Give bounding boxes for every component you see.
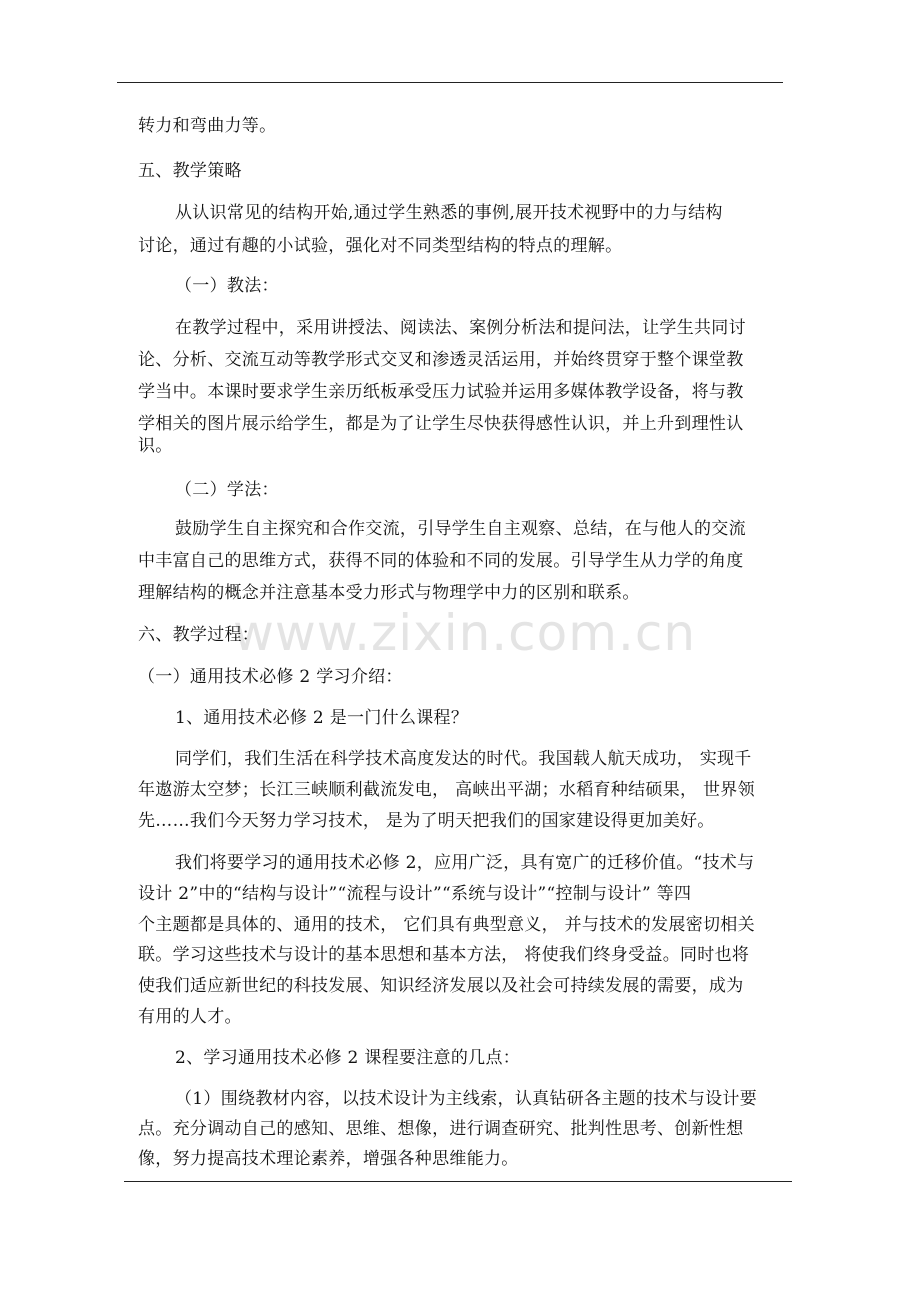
text-line: （1）围绕教材内容，以技术设计为主线索，认真钻研各主题的技术与设计要 bbox=[175, 1089, 758, 1109]
text-line: 鼓励学生自主探究和合作交流，引导学生自主观察、总结，在与他人的交流 bbox=[175, 519, 746, 539]
text-line: 讨论，通过有趣的小试验，强化对不同类型结构的特点的理解。 bbox=[138, 236, 623, 256]
text-line: 先……我们今天努力学习技术， 是为了明天把我们的国家建设得更加美好。 bbox=[138, 811, 715, 831]
text-line: 同学们，我们生活在科学技术高度发达的时代。我国载人航天成功， 实现千 bbox=[175, 749, 752, 769]
text-line: 论、分析、交流互动等教学形式交叉和渗透灵活运用，并始终贯穿于整个课堂教 bbox=[138, 350, 744, 370]
item-heading: 1、通用技术必修 2 是一门什么课程？ bbox=[175, 708, 469, 728]
item-heading: 2、学习通用技术必修 2 课程要注意的几点： bbox=[175, 1048, 521, 1068]
text-line: 像，努力提高技术理论素养，增强各种思维能力。 bbox=[138, 1149, 519, 1169]
text-line: 有用的人才。 bbox=[138, 1007, 242, 1027]
header-rule bbox=[117, 82, 783, 83]
text-line: 学当中。本课时要求学生亲历纸板承受压力试验并运用多媒体教学设备，将与教 bbox=[138, 382, 744, 402]
subsection-heading: （一）通用技术必修 2 学习介绍： bbox=[138, 667, 403, 687]
text-line: 我们将要学习的通用技术必修 2，应用广泛，具有宽广的迁移价值。“技术与 bbox=[175, 853, 755, 873]
footer-rule bbox=[124, 1181, 792, 1182]
section-heading: 六、教学过程： bbox=[138, 625, 260, 645]
text-line: 年遨游太空梦；长江三峡顺利截流发电， 高峡出平湖；水稻育种结硕果， 世界领 bbox=[138, 780, 755, 800]
text-line: 使我们适应新世纪的科技发展、知识经济发展以及社会可持续发展的需要，成为 bbox=[138, 976, 744, 996]
subsection-heading: （二）学法： bbox=[175, 480, 279, 500]
text-line: 转力和弯曲力等。 bbox=[138, 116, 277, 136]
text-line: 在教学过程中，采用讲授法、阅读法、案例分析法和提问法，让学生共同讨 bbox=[175, 318, 746, 338]
text-line: 识。 bbox=[138, 436, 173, 456]
subsection-heading: （一）教法： bbox=[175, 276, 279, 296]
text-line: 联。学习这些技术与设计的基本思想和基本方法， 将使我们终身受益。同时也将 bbox=[138, 945, 750, 965]
text-line: 中丰富自己的思维方式，获得不同的体验和不同的发展。引导学生从力学的角度 bbox=[138, 551, 744, 571]
text-line: 从认识常见的结构开始,通过学生熟悉的事例,展开技术视野中的力与结构 bbox=[175, 203, 723, 223]
text-line: 个主题都是具体的、通用的技术， 它们具有典型意义， 并与技术的发展密切相关 bbox=[138, 915, 755, 935]
text-line: 点。充分调动自己的感知、思维、想像，进行调查研究、批判性思考、创新性想 bbox=[138, 1119, 744, 1139]
section-heading: 五、教学策略 bbox=[138, 161, 242, 181]
watermark: www.zixin.com.cn bbox=[233, 604, 697, 662]
text-line: 学相关的图片展示给学生，都是为了让学生尽快获得感性认识，并上升到理性认 bbox=[138, 414, 744, 434]
text-line: 设计 2”中的“结构与设计”“流程与设计”“系统与设计”“控制与设计” 等四 bbox=[138, 884, 692, 904]
text-line: 理解结构的概念并注意基本受力形式与物理学中力的区别和联系。 bbox=[138, 583, 640, 603]
